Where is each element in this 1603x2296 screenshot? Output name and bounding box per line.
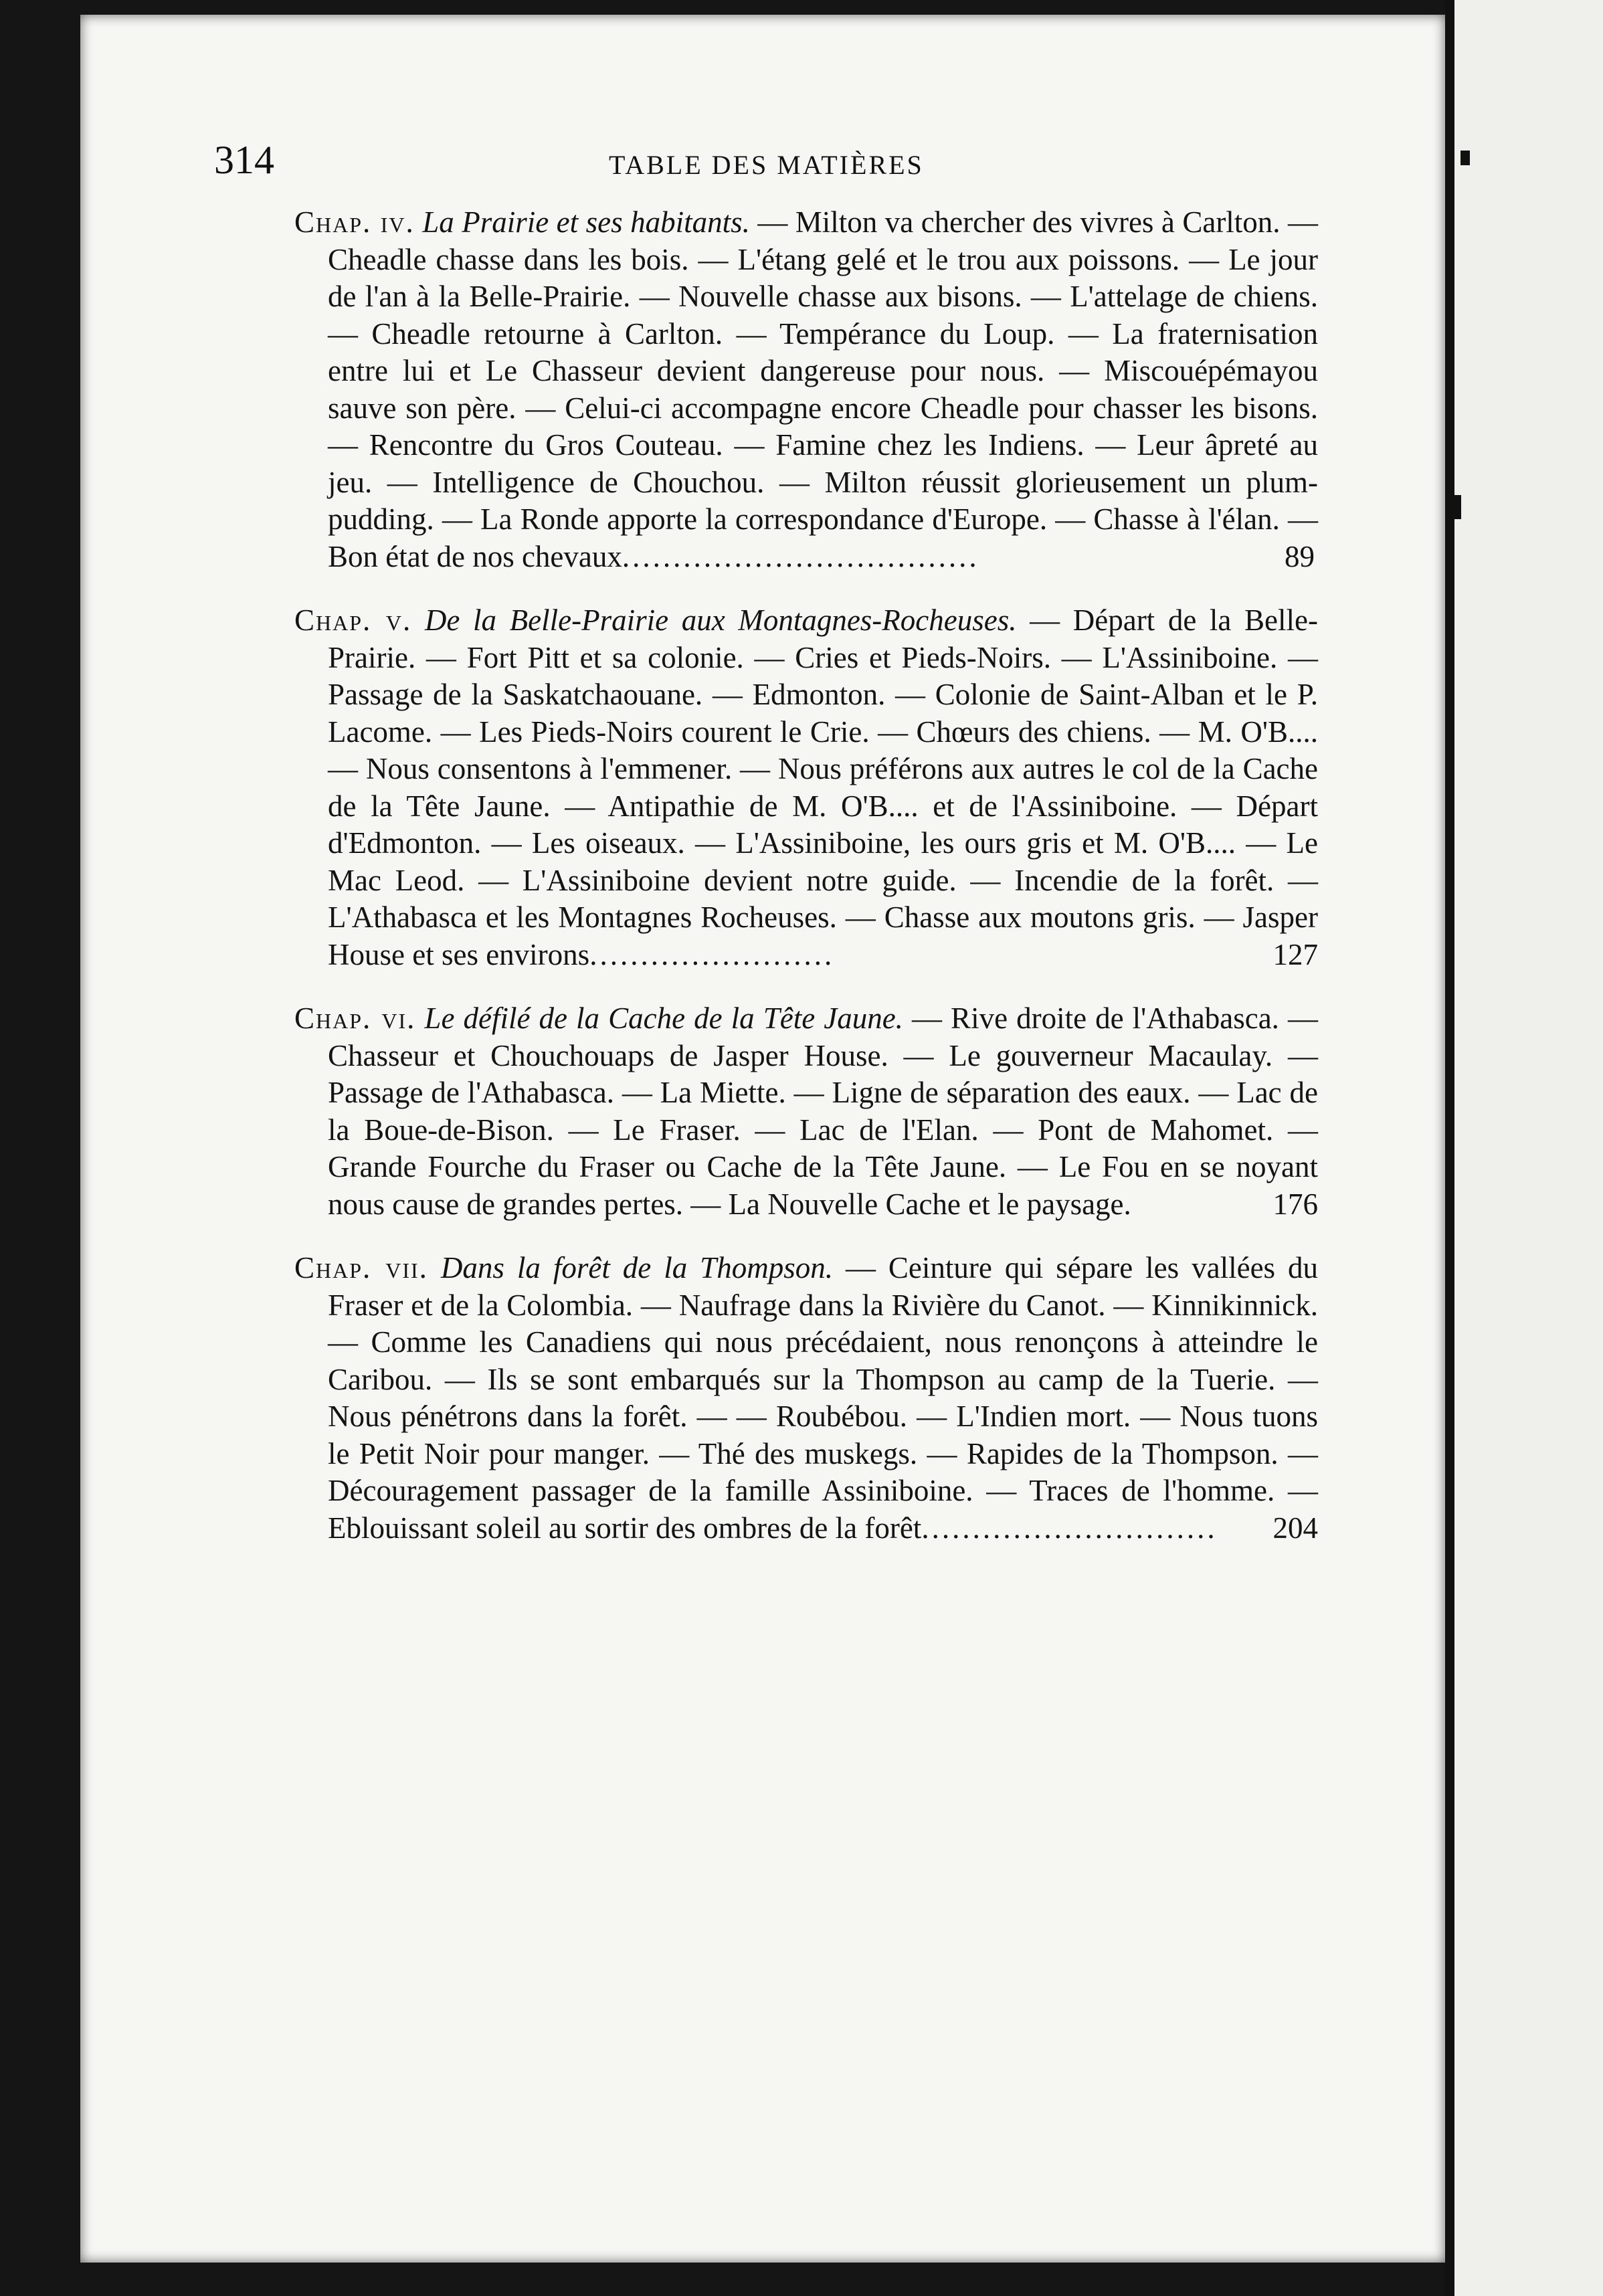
chapter-page-number: 127 <box>1272 937 1318 971</box>
table-of-contents <box>294 204 1318 1573</box>
chapter-summary: — Départ de la Belle-Prairie. — Fort Pitt et sa colonie. — Cries et Pieds-Noirs. — L'Assiniboine. — Passage de la Saskatchaouane. — Edmonton. — Colonie de Saint-Alban et le P. Lacome. — Les Pieds-Noirs courent le Crie. — Chœurs des chiens. — M. O'B.... — Nous consentons à l'emmener. — Nous préférons aux autres le col de la Cache de la Tête Jaune. — Antipathie de M. O'B.... et de l'Assiniboine. — Départ d'Edmonton. — Les oiseaux. — L'Assiniboine, les ours gris et M. O'B.... — Le Mac Leod. — L'Assiniboine devient notre guide. — Incendie de la forêt. — L'Athabasca et les Montagnes Rocheuses. — Chasse aux moutons gris. — Jasper House et ses environs <box>328 603 1318 971</box>
toc-entry-chapter-5 <box>294 602 1318 973</box>
binding-shadow <box>1445 0 1454 2296</box>
toc-entry-text <box>294 602 1318 973</box>
dot-leaders: ............................. <box>921 1511 1218 1545</box>
scan-mark <box>1454 495 1461 519</box>
chapter-summary: — Ceinture qui sépare les vallées du Fraser et de la Colombia. — Naufrage dans la Rivière du Canot. — Kinnikinnick. — Comme les Canadiens qui nous précédaient, nous renonçons à atteindre le Caribou. — Ils se sont embarqués sur la Thompson au camp de la Tuerie. — Nous pénétrons dans la forêt. — — Roubébou. — L'Indien mort. — Nous tuons le Petit Noir pour manger. — Thé des muskegs. — Rapides de la Thompson. — Découragement passager de la famille Assiniboine. — Traces de l'homme. — Eblouissant soleil au sortir des ombres de la forêt <box>328 1251 1319 1545</box>
toc-entry-text <box>294 1000 1318 1223</box>
chapter-label: Chap. vii. <box>294 1251 428 1284</box>
dot-leaders: ........................ <box>589 937 835 971</box>
chapter-label: Chap. vi. <box>294 1001 416 1035</box>
toc-entry-text <box>294 1250 1318 1547</box>
page-number: 314 <box>214 138 274 182</box>
chapter-title: Dans la forêt de la Thompson. <box>440 1251 833 1284</box>
running-head: TABLE DES MATIÈRES <box>609 150 924 180</box>
toc-entry-text: Chap. iv. La Prairie et ses habitants. — Milton va chercher des vivres à Carlton. — Cheadle chasse dans les bois. — L'étang gelé et le trou aux poissons. — Le jour de l'an à la Belle-Prairie. — Nouvelle chasse aux bisons. — L'attelage de chiens. — Cheadle retourne à Carlton. — Tempérance du Loup. — La fraternisation entre lui et Le Chasseur devient dangereuse pour nous. — Miscouépémayou sauve son père. — Celui-ci accompagne encore Cheadle pour chasser les bisons. — Rencontre du Gros Couteau. — Famine chez les Indiens. — Leur âpreté au jeu. — Intelligence de Chouchou. — Milton réussit glorieusement un plum-pudding. — La Ronde apporte la correspondance d'Europe. — Chasse à l'élan. — Bon état de nos chevaux................................... 89 <box>294 205 1319 573</box>
chapter-summary: — Rive droite de l'Athabasca. — Chasseur et Chouchouaps de Jasper House. — Le gouverneur Macaulay. — Passage de l'Athabasca. — La Miette. — Ligne de séparation des eaux. — Lac de la Boue-de-Bison. — Le Fraser. — Lac de l'Elan. — Pont de Mahomet. — Grande Fourche du Fraser ou Cache de la Tête Jaune. — Le Fou en se noyant nous cause de grandes pertes. — La Nouvelle Cache et le paysage. <box>328 1001 1318 1221</box>
chapter-title: Le défilé de la Cache de la Tête Jaune. <box>424 1001 903 1035</box>
chapter-page-number: 204 <box>1272 1511 1318 1545</box>
chapter-title: De la Belle-Prairie aux Montagnes-Rocheuses. <box>424 603 1017 637</box>
chapter-title: La Prairie et ses habitants. <box>422 205 750 239</box>
scan-mark <box>1460 151 1470 165</box>
chapter-label: Chap. iv. <box>294 205 415 239</box>
dot-leaders: ................................... <box>622 539 979 573</box>
chapter-summary: — Milton va chercher des vivres à Carlton. — Cheadle chasse dans les bois. — L'étang gelé et le trou aux poissons. — Le jour de l'an à la Belle-Prairie. — Nouvelle chasse aux bisons. — L'attelage de chiens. — Cheadle retourne à Carlton. — Tempérance du Loup. — La fraternisation entre lui et Le Chasseur devient dangereuse pour nous. — Miscouépémayou sauve son père. — Celui-ci accompagne encore Cheadle pour chasser les bisons. — Rencontre du Gros Couteau. — Famine chez les Indiens. — Leur âpreté au jeu. — Intelligence de Chouchou. — Milton réussit glorieusement un plum-pudding. — La Ronde apporte la correspondance d'Europe. — Chasse à l'élan. — Bon état de nos chevaux <box>328 205 1319 573</box>
toc-entry-chapter-4 <box>294 204 1318 575</box>
toc-entry-chapter-6 <box>294 1000 1318 1223</box>
page-header <box>214 137 1325 197</box>
chapter-label: Chap. v. <box>294 603 412 637</box>
chapter-page-number: 176 <box>1272 1187 1318 1221</box>
facing-page-edge <box>1445 0 1603 2296</box>
toc-entry-chapter-7 <box>294 1250 1318 1547</box>
